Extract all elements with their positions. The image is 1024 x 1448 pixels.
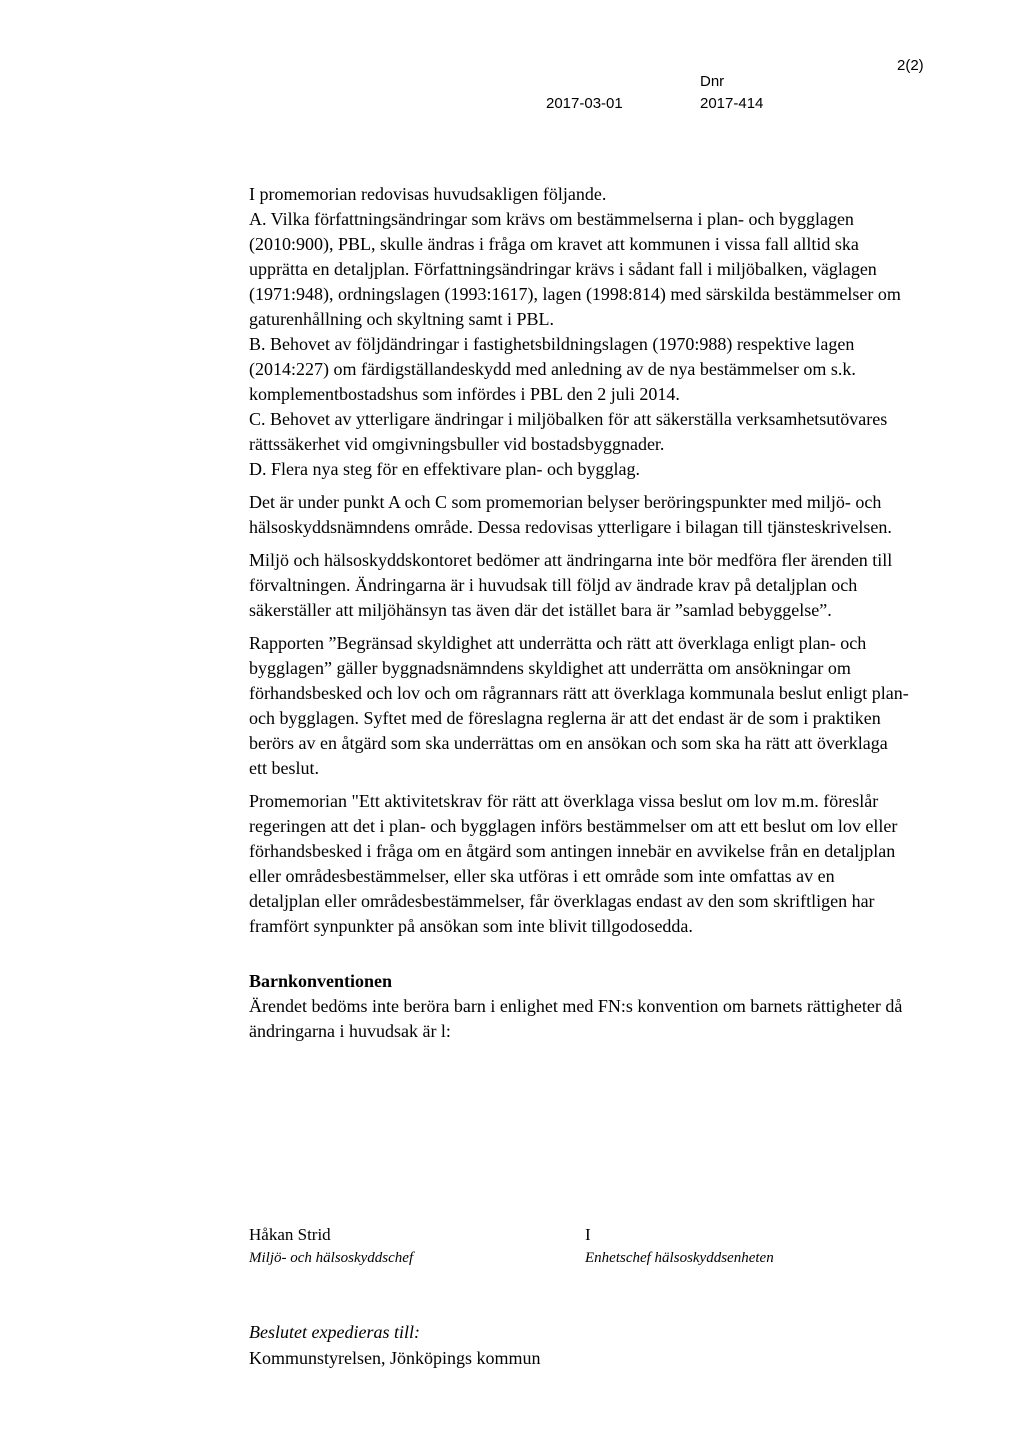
- distribution-label: Beslutet expedieras till:: [249, 1322, 420, 1342]
- paragraph-point-a: A. Vilka författningsändringar som krävs om bestämmelserna i plan- och bygglagen (2010:900), PBL, skulle ändras i fråga om kravet att kommunen i vissa fall alltid ska upprätta en detaljplan. Författningsändringar krävs i sådant fall i miljöbalken, väglagen (1971:948), ordningslagen (1993:1617), lagen (1998:814) med särskilda bestämmelser om gaturenhållning och skyltning samt i PBL.: [249, 209, 901, 329]
- signature-name-1: Håkan Strid: [249, 1225, 331, 1244]
- paragraph-point-b: B. Behovet av följdändringar i fastighetsbildningslagen (1970:988) respektive lagen (2014:227) om färdigställandeskydd med anledning av de nya bestämmelser om s.k. komplementbostadshus som infördes i PBL den 2 juli 2014.: [249, 334, 856, 404]
- signature-title-2: Enhetschef hälsoskyddsenheten: [585, 1250, 774, 1266]
- paragraph-point-d: D. Flera nya steg för en effektivare plan- och bygglag.: [249, 459, 641, 479]
- document-date: 2017-03-01: [546, 95, 623, 112]
- page-number: 2(2): [897, 57, 924, 74]
- child-convention-text: Ärendet bedöms inte beröra barn i enlighet med FN:s konvention om barnets rättigheter då ändringarna i huvudsak är l:: [249, 996, 903, 1041]
- dnr-number: 2017-414: [700, 95, 764, 112]
- child-convention-heading: Barnkonventionen: [249, 971, 393, 991]
- distribution-recipients: Kommunstyrelsen, Jönköpings kommun: [249, 1348, 541, 1368]
- paragraph-report: Rapporten ”Begränsad skyldighet att underrätta och rätt att överklaga enligt plan- och bygglagen” gäller byggnadsnämndens skyldighet att underrätta om ansökningar om förhandsbesked och lov och om rågrannars rätt att överklaga kommunala beslut enligt plan- och bygglagen. Syftet med de föreslagna reglerna är att det endast är de som i praktiken berörs av en åtgärd som ska underrättas om en ansökan och som ska ha rätt att överklaga ett beslut.: [249, 633, 909, 778]
- paragraph-intro: I promemorian redovisas huvudsakligen följande.: [249, 184, 607, 204]
- paragraph-point-c: C. Behovet av ytterligare ändringar i miljöbalken för att säkerställa verksamhetsutövares rättssäkerhet vid omgivningsbuller vid bostadsbyggnader.: [249, 409, 888, 454]
- paragraph-memo: Promemorian "Ett aktivitetskrav för rätt att överklaga vissa beslut om lov m.m. föreslår regeringen att det i plan- och bygglagen införs bestämmelser om att ett beslut om lov eller förhandsbesked i fråga om en åtgärd som antingen innebär en avvikelse från en detaljplan eller områdesbestämmelser, eller ska utföras i ett område som inte omfattas av en detaljplan eller områdesbestämmelser, får överklagas endast av den som skriftligen har framfört synpunkter på ansökan som inte blivit tillgodosedda.: [249, 791, 898, 936]
- paragraph-assessment: Miljö och hälsoskyddskontoret bedömer att ändringarna inte bör medföra fler ärenden till förvaltningen. Ändringarna är i huvudsak till följd av ändrade krav på detaljplan och säkerställer att miljöhänsyn tas även där det istället bara är ”samlad bebyggelse”.: [249, 550, 893, 620]
- document-body: [249, 182, 909, 1044]
- signature-title-1: Miljö- och hälsoskyddschef: [249, 1250, 414, 1266]
- dnr-label: Dnr: [700, 73, 725, 90]
- signature-name-2: I: [585, 1225, 591, 1244]
- paragraph-contact-points: Det är under punkt A och C som promemorian belyser beröringspunkter med miljö- och hälsoskyddsnämndens område. Dessa redovisas ytterligare i bilagan till tjänsteskrivelsen.: [249, 492, 892, 537]
